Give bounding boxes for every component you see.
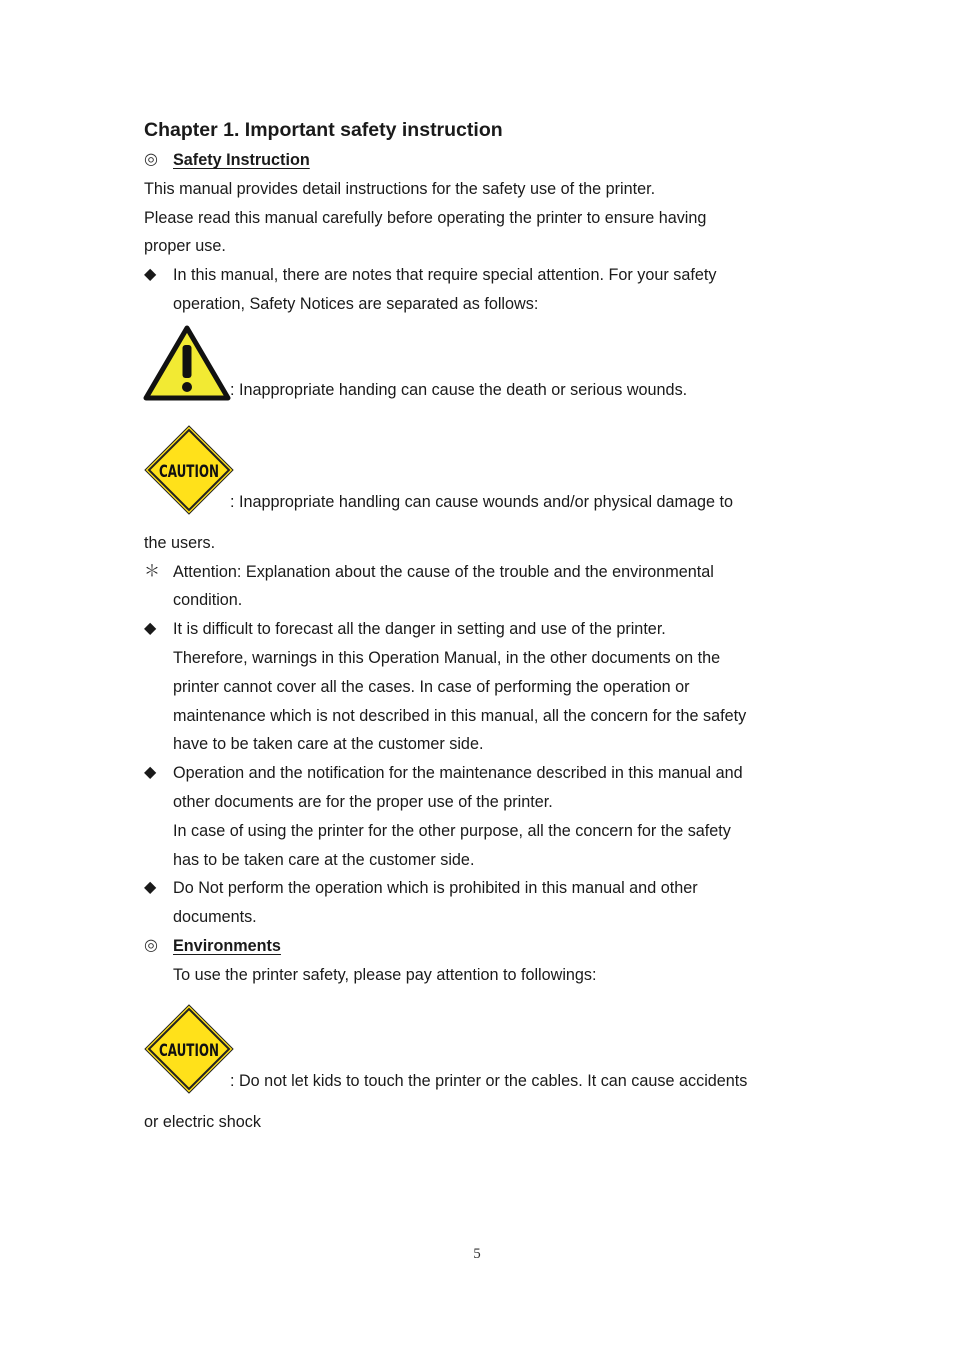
bullet-item <box>144 874 814 932</box>
caution-notice <box>144 425 814 529</box>
paragraph-line: To use the printer safety, please pay attention to followings: <box>173 965 597 984</box>
bullet-line: has to be taken care at the customer side. <box>173 850 475 869</box>
diamond-bullet-icon: ◆ <box>144 764 157 782</box>
asterisk-icon: ＊ <box>144 562 161 580</box>
bullet-line: Operation and the notification for the maintenance described in this manual and <box>173 764 743 783</box>
diamond-bullet-icon: ◆ <box>144 879 157 897</box>
warning-triangle-icon <box>144 325 230 401</box>
bullet-line: have to be taken care at the customer side. <box>173 735 484 754</box>
bullet-line: Therefore, warnings in this Operation Manual, in the other documents on the <box>173 648 721 667</box>
bullet-line: Do Not perform the operation which is prohibited in this manual and other <box>173 879 698 898</box>
caution-diamond-icon <box>144 425 234 515</box>
bullet-item <box>144 759 814 874</box>
warning-description: : Inappropriate handing can cause the death or serious wounds. <box>230 380 688 399</box>
paragraph-line: or electric shock <box>144 1112 261 1131</box>
attention-line: condition. <box>173 591 243 610</box>
double-circle-icon: ◎ <box>144 936 158 954</box>
double-circle-icon: ◎ <box>144 151 158 168</box>
paragraph-line: the users. <box>144 533 216 552</box>
bullet-line: operation, Safety Notices are separated as follows: <box>173 294 539 313</box>
section-heading-safety <box>144 146 814 175</box>
diamond-bullet-icon: ◆ <box>144 266 157 284</box>
bullet-item <box>144 615 814 759</box>
document-page <box>144 114 814 1136</box>
bullet-line: It is difficult to forecast all the danger in setting and use of the printer. <box>173 620 666 639</box>
caution-notice <box>144 1004 814 1108</box>
caution-label: CAUTION <box>159 1040 219 1061</box>
bullet-item <box>144 261 814 319</box>
chapter-title: Chapter 1. Important safety instruction <box>144 119 503 141</box>
bullet-line: In case of using the printer for the other purpose, all the concern for the safety <box>173 821 731 840</box>
page-number: 5 <box>473 1246 481 1262</box>
bullet-line: printer cannot cover all the cases. In case of performing the operation or <box>173 677 690 696</box>
warning-notice <box>144 319 814 425</box>
attention-item <box>144 558 814 616</box>
section-title: Environments <box>173 936 281 955</box>
diamond-bullet-icon: ◆ <box>144 620 157 638</box>
bullet-line: maintenance which is not described in this manual, all the concern for the safety <box>173 706 747 725</box>
caution-description: : Do not let kids to touch the printer or the cables. It can cause accidents <box>230 1071 748 1090</box>
attention-line: Attention: Explanation about the cause of the trouble and the environmental <box>173 562 714 581</box>
bullet-line: documents. <box>173 908 257 927</box>
bullet-line: other documents are for the proper use of the printer. <box>173 792 553 811</box>
bullet-line: In this manual, there are notes that require special attention. For your safety <box>173 266 717 285</box>
section-title: Safety Instruction <box>173 151 310 169</box>
paragraph-line: Please read this manual carefully before operating the printer to ensure having <box>144 208 707 227</box>
caution-diamond-icon <box>144 1004 234 1094</box>
paragraph-line: This manual provides detail instructions for the safety use of the printer. <box>144 179 656 198</box>
caution-description: : Inappropriate handling can cause wounds and/or physical damage to <box>230 492 734 511</box>
paragraph-line: proper use. <box>144 237 226 256</box>
caution-label: CAUTION <box>159 461 219 482</box>
section-heading-environments <box>144 932 814 961</box>
